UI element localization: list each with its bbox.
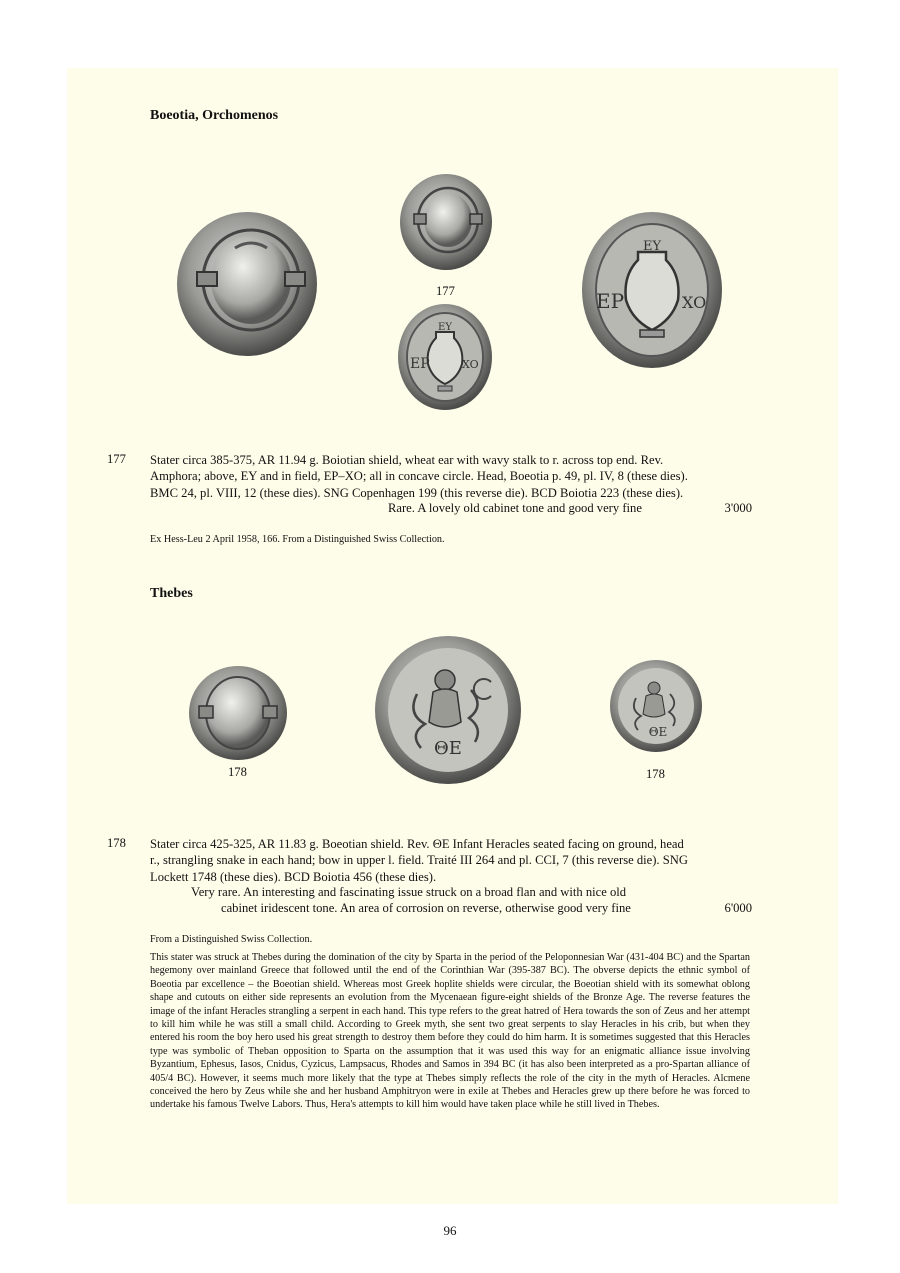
lot-177-desc-line: Stater circa 385-375, AR 11.94 g. Boiotian shield, wheat ear with wavy stalk to r. across top end. Rev. [150,453,664,467]
coin-image-label-177: 177 [436,284,455,298]
coin-legend-xo-large: XO [682,293,707,312]
section-heading-orchomenos: Boeotia, Orchomenos [150,108,279,123]
lot-178-grade-line1: Very rare. An interesting and fascinating issue struck on a broad flan and with nice old [191,885,627,899]
lot-178-desc-line: Stater circa 425-325, AR 11.83 g. Boeotian shield. Rev. ΘE Infant Heracles seated facing on ground, head [150,837,684,851]
lot-177-price: 3'000 [724,501,752,515]
lot-178-description [150,836,755,885]
lot-178-provenance: From a Distinguished Swiss Collection. [150,934,313,945]
lot-number-177: 177 [107,452,126,466]
lot-178-grade-line2: cabinet iridescent tone. An area of corrosion on reverse, otherwise good very fine [221,901,631,915]
coin-177-reverse-large [580,210,724,370]
lot-177-grade: Rare. A lovely old cabinet tone and good very fine [388,501,642,515]
lot-number-178: 178 [107,836,126,850]
coin-178-reverse-large [373,634,523,786]
coin-image-label-178-right: 178 [646,767,665,781]
lot-177-desc-line: BMC 24, pl. VIII, 12 (these dies). SNG Copenhagen 199 (this reverse die). BCD Boiotia 223 (these dies). [150,485,684,500]
lot-177-desc-line: Amphora; above, EY and in field, EP–XO; all in concave circle. Head, Boeotia p. 49, pl. IV, 8 (these dies). [150,469,688,484]
coin-legend-theta-e-small: ΘE [648,725,668,739]
section-heading-thebes: Thebes [150,586,193,601]
lot-178-price: 6'000 [724,901,752,915]
lot-178-desc-line: Lockett 1748 (these dies). BCD Boiotia 456 (these dies). [150,869,437,884]
coin-177-obverse-small [398,172,494,272]
coin-legend-theta-e: ΘE [434,738,462,759]
coin-178-reverse-small [608,658,704,754]
coin-legend-ey: EY [438,322,452,333]
lot-177-description [150,452,755,501]
page-number: 96 [443,1223,457,1238]
coin-legend-ey-large: EY [642,239,662,254]
coin-legend-ep-large: EP [596,289,625,313]
lot-178-essay: This stater was struck at Thebes during the domination of the city by Sparta in the period of the Peloponnesian War (431-404 BC) and the Spartan hegemony over mainland Greece that followed until the end of the Corinthian War (395-387 BC). The obverse depicts the ethnic symbol of Boeotia par excellence – the Boeotian shield. Whereas most Greek hoplite shields were circular, the Boeotian shield with its somewhat oblong shape and cutouts on either side represents an evolution from the Mycenaean figure-eight shields of the Bronze Age. The reverse features the image of the infant Heracles strangling a serpent in each hand. This type refers to the great hatred of Hera towards the son of Zeus and her attempt to kill him while he was still a small child. According to Greek myth, she sent two great serpents to slay Heracles in his crib, but when they entered his room the boy hero used his great strength to destroy them before they could do him harm. It is sometimes suggested that this Heracles type was symbolic of Theban opposition to Sparta on the assumption that it was used this way for an enigmatic alliance issue involving Byzantium, Ephesus, Iasos, Cnidus, Cyzicus, Lampsacus, Rhodes and Samos in 394 BC (it has also been interpreted as a pro-Spartan alliance of 405/4 BC). However, it seems much more likely that the type at Thebes simply reflects the role of the city in the myth of Heracles. Alcmene conceived the hero by Zeus while she and her husband Amphitryon were in exile at Thebes and Heracles grew up there before he was forced to undertake his famous Twelve Labors. Thus, Hera's attempts to kill him would have taken place while he still lived in Thebes. [150,952,750,1111]
lot-178-desc-line: r., strangling snake in each hand; bow in upper l. field. Traité III 264 and pl. CCI, 7 (this reverse die). SNG [150,853,688,868]
coin-177-reverse-small [396,302,494,412]
coin-image-label-178-left: 178 [228,765,247,779]
coin-178-obverse [187,664,289,762]
coin-legend-ep: EP [410,356,430,372]
coin-177-obverse-large [173,210,321,358]
coin-legend-xo: XO [462,358,479,371]
lot-177-provenance: Ex Hess-Leu 2 April 1958, 166. From a Distinguished Swiss Collection. [150,534,445,545]
